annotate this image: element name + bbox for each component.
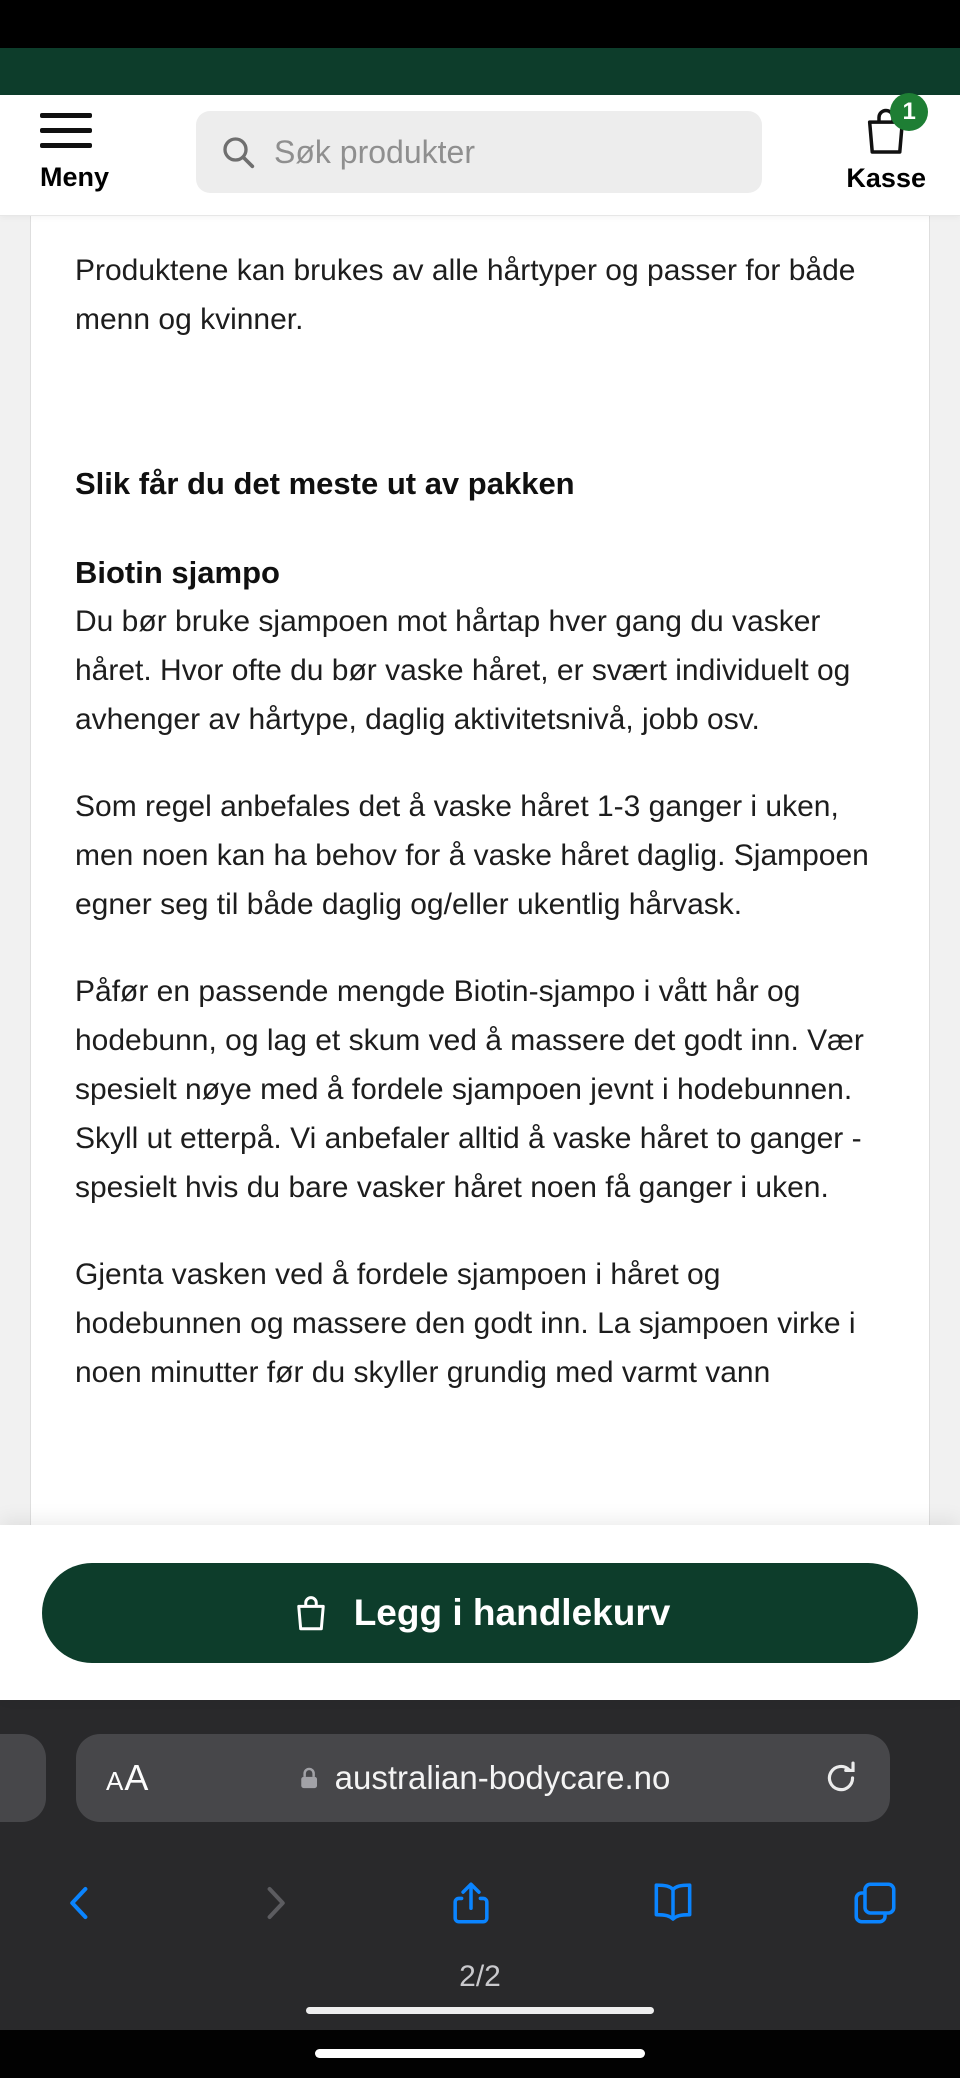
- search-bar[interactable]: [196, 111, 762, 193]
- body-paragraph: Påfør en passende mengde Biotin-sjampo i vått hår og hodebunn, og lag et skum ved å massere det godt inn. Vær spesielt nøye med å fordele sjampoen jevnt i hodebunnen. Skyll ut etterpå. Vi anbefaler alltid å vaske håret to ganger - spesielt hvis du bare vasker håret noen få ganger i uken.: [75, 975, 864, 1204]
- menu-button[interactable]: [40, 109, 109, 193]
- site-top-banner: [0, 48, 960, 95]
- article-viewport[interactable]: [0, 216, 960, 1525]
- home-bar: [0, 2030, 960, 2078]
- url-text: australian-bodycare.no: [334, 1759, 671, 1796]
- previous-tab-peek[interactable]: [0, 1734, 46, 1822]
- address-bar[interactable]: [76, 1734, 890, 1822]
- body-paragraph: Gjenta vasken ved å fordele sjampoen i håret og hodebunnen og massere den godt inn. La sjampoen virke i noen minutter før du skyller grundig med varmt vann: [75, 1258, 856, 1389]
- bag-icon: [290, 1592, 332, 1634]
- home-indicator: [315, 2049, 645, 2058]
- search-icon: [218, 132, 258, 172]
- add-to-cart-button[interactable]: [42, 1563, 918, 1663]
- cart-label: Kasse: [846, 163, 926, 193]
- body-paragraph: Som regel anbefales det å vaske håret 1-3 ganger i uken, men noen kan ha behov for å vaske håret daglig. Sjampoen egner seg til både daglig og/eller ukentlig hårvask.: [75, 790, 869, 921]
- scrubber-bar: [306, 2007, 654, 2014]
- back-button[interactable]: [60, 1877, 102, 1929]
- site-header: [0, 95, 960, 216]
- refresh-icon[interactable]: [822, 1759, 860, 1797]
- hamburger-menu-icon: [40, 109, 92, 148]
- safari-nav-row: [0, 1860, 960, 1946]
- bookmarks-button[interactable]: [647, 1878, 699, 1928]
- add-to-cart-label: Legg i handlekurv: [353, 1591, 671, 1633]
- sticky-cta-bar: [0, 1525, 960, 1700]
- share-button[interactable]: [446, 1874, 496, 1932]
- cart-badge: 1: [890, 93, 928, 131]
- menu-label: Meny: [40, 162, 110, 192]
- reader-options-button[interactable]: A A: [106, 1757, 150, 1798]
- cart-button[interactable]: [846, 98, 926, 194]
- page-indicator: 2/2: [459, 1960, 501, 1993]
- intro-paragraph: Produktene kan brukes av alle hårtyper og passer for både menn og kvinner.: [75, 254, 856, 336]
- tabs-button[interactable]: [850, 1878, 900, 1928]
- forward-button[interactable]: [253, 1877, 295, 1929]
- product-subtitle: Biotin sjampo: [75, 555, 280, 590]
- product-description: [30, 216, 930, 1525]
- body-paragraph: Du bør bruke sjampoen mot hårtap hver gang du vasker håret. Hvor ofte du bør vaske håret, er svært individuelt og avhenger av hårtype, daglig aktivitetsnivå, jobb osv.: [75, 605, 851, 736]
- search-input[interactable]: [274, 134, 740, 171]
- lock-icon: [296, 1765, 323, 1792]
- safari-toolbar: [0, 1700, 960, 2030]
- status-bar: [0, 0, 960, 48]
- section-title: Slik får du det meste ut av pakken: [75, 466, 575, 501]
